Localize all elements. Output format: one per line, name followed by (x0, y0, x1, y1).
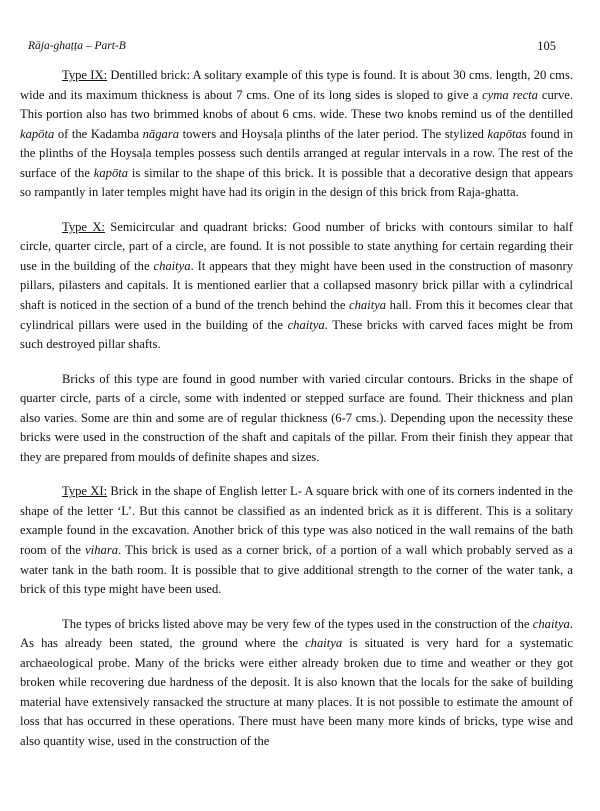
type-heading: Type XI: (62, 484, 108, 499)
text-run: . As has already been stated, the ground where the (20, 616, 573, 651)
paragraph (20, 482, 573, 599)
italic-term: chaitya (287, 317, 325, 332)
text-run: Dentilled brick: A solitary example of this type is found. It is about 30 cms. length, 20 cms. wide and its maximum thickness is about 7 cms. One of its long sides is sloped to give a (20, 68, 573, 102)
italic-term: chaitya (349, 298, 387, 313)
italic-term: chaitya (532, 616, 570, 631)
text-run: is similar to the shape of this brick. It is possible that a decorative design that appears so rampantly in later temples might have had its origin in the design of this brick from Raja-ghatta. (20, 165, 573, 200)
italic-term: nāgara (142, 126, 180, 141)
text-run: found in the plinths of the Hoysaḷa temples possess such dentils arranged at regular intervals in a row. The rest of the surface of the (20, 126, 573, 180)
italic-term: kapōtas (487, 126, 527, 141)
italic-term: kapōta (93, 165, 129, 180)
text-run: is situated is very hard for a systematic archaeological probe. Many of the bricks were either already broken due to time and weather or they got broken while recovering due hardness of the deposit. It is also known that the locals for the sake of building material have extensively ransacked the structure at many places. It is not possible to estimate the amount of loss that has occurred in these operations. There must have been many more kinds of bricks, type wise and also quantity wise, used in the construction of the (20, 636, 573, 748)
paragraph (20, 615, 573, 752)
text-run: Brick in the shape of English letter L- A square brick with one of its corners indented in the shape of the letter ‘L’. But this cannot be classified as an indented brick as it is different. This is a solitary example found in the excavation. Another brick of this type was also noticed in the wall remains of the bath room of the (20, 484, 574, 558)
italic-term: chaitya (305, 636, 343, 651)
type-heading: Type X: (62, 219, 105, 234)
text-run: of the Kadamba (54, 126, 143, 141)
paragraph (20, 66, 573, 203)
text-run: hall. From this it becomes clear that cylindrical pillars were used in the building of the (20, 298, 574, 332)
text-run: Semicircular and quadrant bricks: Good number of bricks with contours similar to half circle, quarter circle, part of a circle, are found. It is not possible to state anything for certain regarding their use in the building of the (20, 219, 573, 273)
body-text (20, 66, 573, 752)
page-number: 105 (537, 39, 556, 53)
paragraph (20, 218, 573, 355)
italic-term: kapōta (20, 126, 55, 141)
text-run: The types of bricks listed above may be very few of the types used in the construction of the (62, 616, 533, 631)
text-run: towers and Hoysaḷa plinths of the later period. The stylized (179, 126, 488, 141)
running-title: Rāja-ghaṭṭa – Part-B (28, 40, 126, 52)
type-heading: Type IX: (62, 68, 108, 82)
italic-term: vihara (85, 543, 119, 558)
text-run: Bricks of this type are found in good number with varied circular contours. Bricks in the shape of quarter circle, parts of a circle, some with indented or stepped surface are found. Their thickness and plan also varies. Some are thin and some are of regular thickness (6-7 cms.). Depending upon the necessity these bricks were used in the construction of the shaft and capitals of the pillar. From their finish they appear that they are prepared from moulds of definite shapes and sizes. (20, 371, 573, 464)
text-run: . These bricks with carved faces might be from such destroyed pillar shafts. (20, 317, 573, 352)
text-run: . This brick is used as a corner brick, of a portion of a wall which probably served as a water tank in the bath room. It is possible that to give additional strength to the corner of the water tank, a brick of this type might have been used. (20, 543, 573, 597)
italic-term: chaitya (153, 258, 191, 273)
italic-term: cyma recta (482, 87, 538, 102)
text-run: . It appears that they might have been used in the construction of masonry pillars, pilasters and capitals. It is mentioned earlier that a collapsed masonry brick pillar with a cylindrical shaft is noticed in the section of a bund of the trench behind the (20, 258, 573, 313)
running-head (28, 38, 556, 54)
paragraph (20, 370, 573, 468)
text-run: curve. This portion also has two brimmed knobs of about 6 cms. wide. These two knobs remind us of the dentilled (20, 87, 574, 122)
